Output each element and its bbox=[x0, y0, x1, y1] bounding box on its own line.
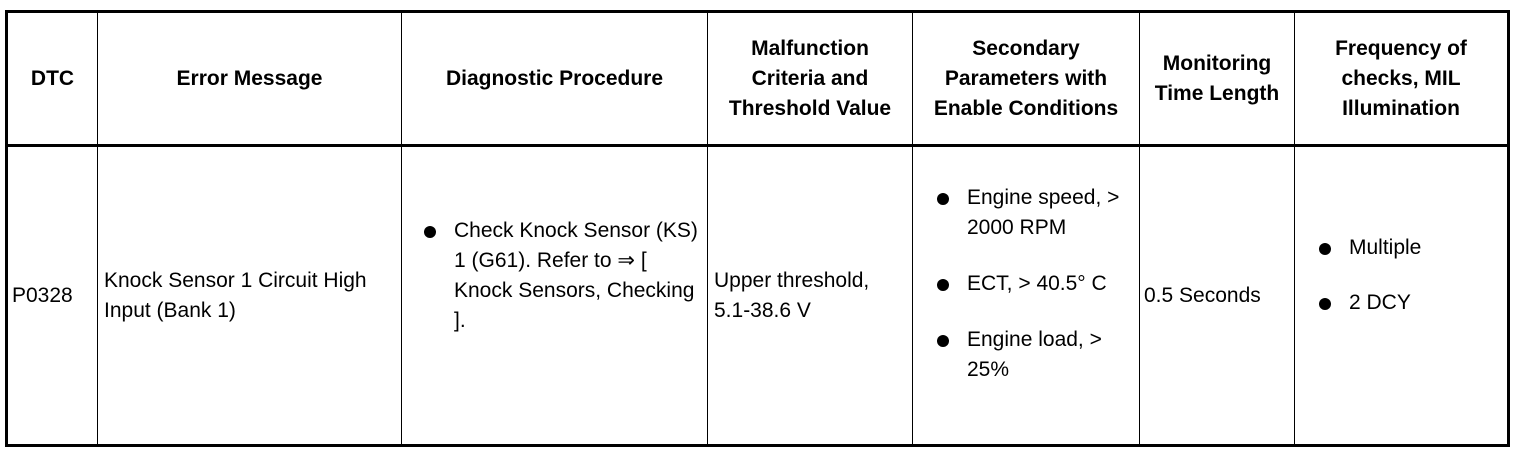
header-diagnostic-procedure: Diagnostic Procedure bbox=[402, 12, 708, 146]
header-frequency: Frequency of checks, MIL Illumination bbox=[1295, 12, 1509, 146]
cell-diagnostic-procedure bbox=[402, 146, 708, 446]
cell-frequency bbox=[1295, 146, 1509, 446]
header-dtc: DTC bbox=[7, 12, 98, 146]
cell-dtc: P0328 bbox=[7, 146, 98, 446]
cell-monitoring-time: 0.5 Seconds bbox=[1140, 146, 1295, 446]
table-header-row bbox=[7, 12, 1509, 146]
diagnostic-step: Check Knock Sensor (KS) 1 (G61). Refer to ⇒ [ Knock Sensors, Checking ]. bbox=[420, 216, 703, 336]
secondary-parameter-item: Engine load, > 25% bbox=[933, 325, 1133, 385]
cell-error-message: Knock Sensor 1 Circuit High Input (Bank 1) bbox=[98, 146, 402, 446]
dtc-table bbox=[5, 10, 1510, 447]
header-monitoring-time: Monitoring Time Length bbox=[1140, 12, 1295, 146]
table-row bbox=[7, 146, 1509, 446]
header-malfunction-criteria: Malfunction Criteria and Threshold Value bbox=[708, 12, 913, 146]
header-secondary-parameters: Secondary Parameters with Enable Conditions bbox=[913, 12, 1140, 146]
frequency-item: 2 DCY bbox=[1315, 288, 1507, 318]
secondary-parameter-item: ECT, > 40.5° C bbox=[933, 269, 1133, 299]
cell-secondary-parameters bbox=[913, 146, 1140, 446]
secondary-parameter-item: Engine speed, > 2000 RPM bbox=[933, 183, 1133, 243]
header-error-message: Error Message bbox=[98, 12, 402, 146]
frequency-item: Multiple bbox=[1315, 233, 1507, 263]
cell-malfunction-criteria: Upper threshold, 5.1-38.6 V bbox=[708, 146, 913, 446]
